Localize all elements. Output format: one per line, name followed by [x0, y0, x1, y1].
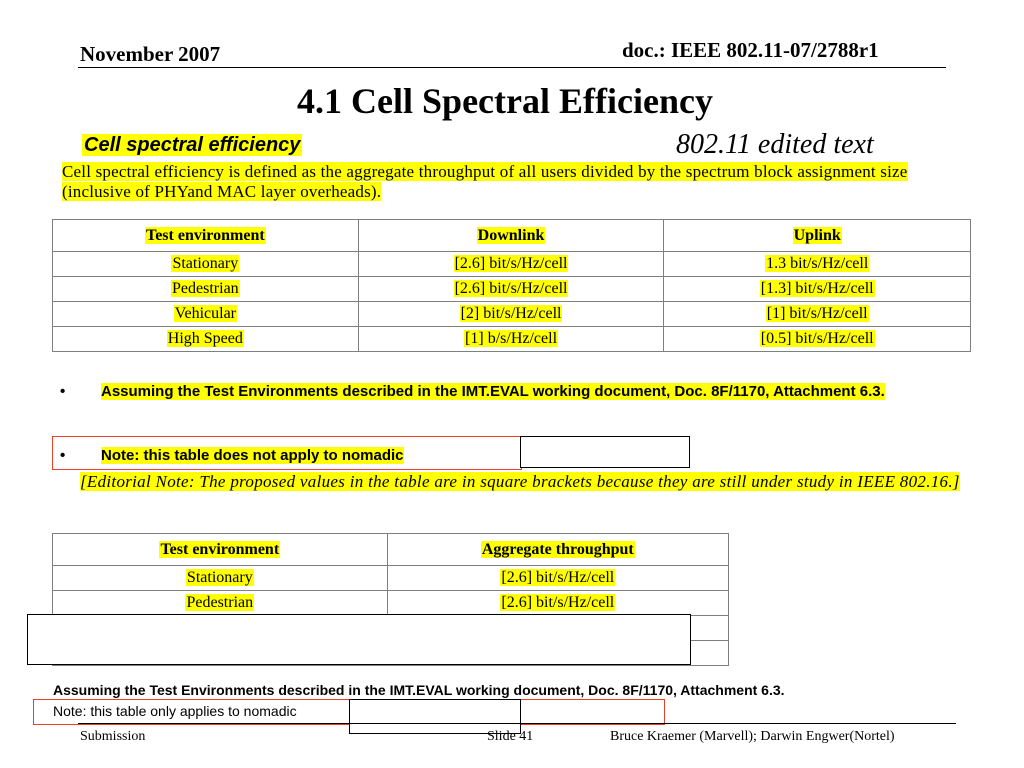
- table-header-cell: Downlink: [358, 220, 664, 252]
- table-row: [53, 566, 729, 591]
- bullet-marker: •: [60, 383, 66, 400]
- bullet-note: [101, 447, 404, 465]
- edited-text-note: 802.11 edited text: [676, 129, 874, 160]
- table-row: [53, 277, 971, 302]
- table-cell: [1.3] bit/s/Hz/cell: [664, 277, 971, 302]
- table-header-row: [53, 534, 729, 566]
- note-text: Note: this table only applies to nomadic: [53, 703, 297, 719]
- spectral-efficiency-table: [52, 219, 971, 352]
- table-header-row: [53, 220, 971, 252]
- table-header-cell: Uplink: [664, 220, 971, 252]
- table-header-cell: Aggregate throughput: [387, 534, 728, 566]
- redaction-box: [520, 436, 690, 468]
- definition-text: Cell spectral efficiency is defined as the aggregate throughput of all users divided by the spectrum block assignment size (inclusive of PHYand MAC layer overheads).: [62, 162, 908, 201]
- section-heading: Cell spectral efficiency: [84, 134, 301, 156]
- bullet-text: Note: this table does not apply to nomadic: [101, 447, 404, 464]
- footer-authors: Bruce Kraemer (Marvell); Darwin Engwer(Nortel): [610, 729, 895, 744]
- table-header-cell: Test environment: [53, 534, 388, 566]
- redaction-box: [27, 614, 691, 665]
- bullet-assumption: [101, 383, 961, 401]
- table-cell: Pedestrian: [53, 591, 388, 616]
- table-cell: [2.6] bit/s/Hz/cell: [387, 591, 728, 616]
- table-cell: [1] bit/s/Hz/cell: [664, 302, 971, 327]
- table-cell: High Speed: [53, 327, 359, 352]
- footer-slide-number: Slide 41: [487, 729, 534, 744]
- table-row: [53, 302, 971, 327]
- table-cell: [2.6] bit/s/Hz/cell: [358, 252, 664, 277]
- table-cell: Stationary: [53, 252, 359, 277]
- footer-submission: Submission: [80, 729, 146, 744]
- assumption-text: Assuming the Test Environments described in the IMT.EVAL working document, Doc. 8F/1170, Attachment 6.3.: [53, 682, 785, 698]
- slide-title: 4.1 Cell Spectral Efficiency: [297, 81, 713, 121]
- table-cell: [2.6] bit/s/Hz/cell: [387, 566, 728, 591]
- table-cell: [2.6] bit/s/Hz/cell: [358, 277, 664, 302]
- bullet-text: Assuming the Test Environments described in the IMT.EVAL working document, Doc. 8F/1170, Attachment 6.3.: [101, 383, 885, 400]
- editorial-note-text: [Editorial Note: The proposed values in the table are in square brackets because they are still under study in IEEE 802.16.]: [80, 472, 960, 491]
- table-row: [53, 252, 971, 277]
- definition-paragraph: [62, 162, 942, 202]
- footer-divider: [78, 723, 956, 724]
- table-cell: Stationary: [53, 566, 388, 591]
- table-row: [53, 327, 971, 352]
- table-cell: [2] bit/s/Hz/cell: [358, 302, 664, 327]
- header-date: November 2007: [80, 42, 221, 66]
- table-cell: [1] b/s/Hz/cell: [358, 327, 664, 352]
- bullet-marker: •: [60, 447, 66, 464]
- header-divider: [78, 67, 946, 68]
- table-cell: Pedestrian: [53, 277, 359, 302]
- table-cell: [0.5] bit/s/Hz/cell: [664, 327, 971, 352]
- header-doc-id: doc.: IEEE 802.11-07/2788r1: [622, 38, 879, 62]
- editorial-note: [80, 472, 960, 492]
- table-cell: Vehicular: [53, 302, 359, 327]
- table-cell: 1.3 bit/s/Hz/cell: [664, 252, 971, 277]
- table-header-cell: Test environment: [53, 220, 359, 252]
- table-row: [53, 591, 729, 616]
